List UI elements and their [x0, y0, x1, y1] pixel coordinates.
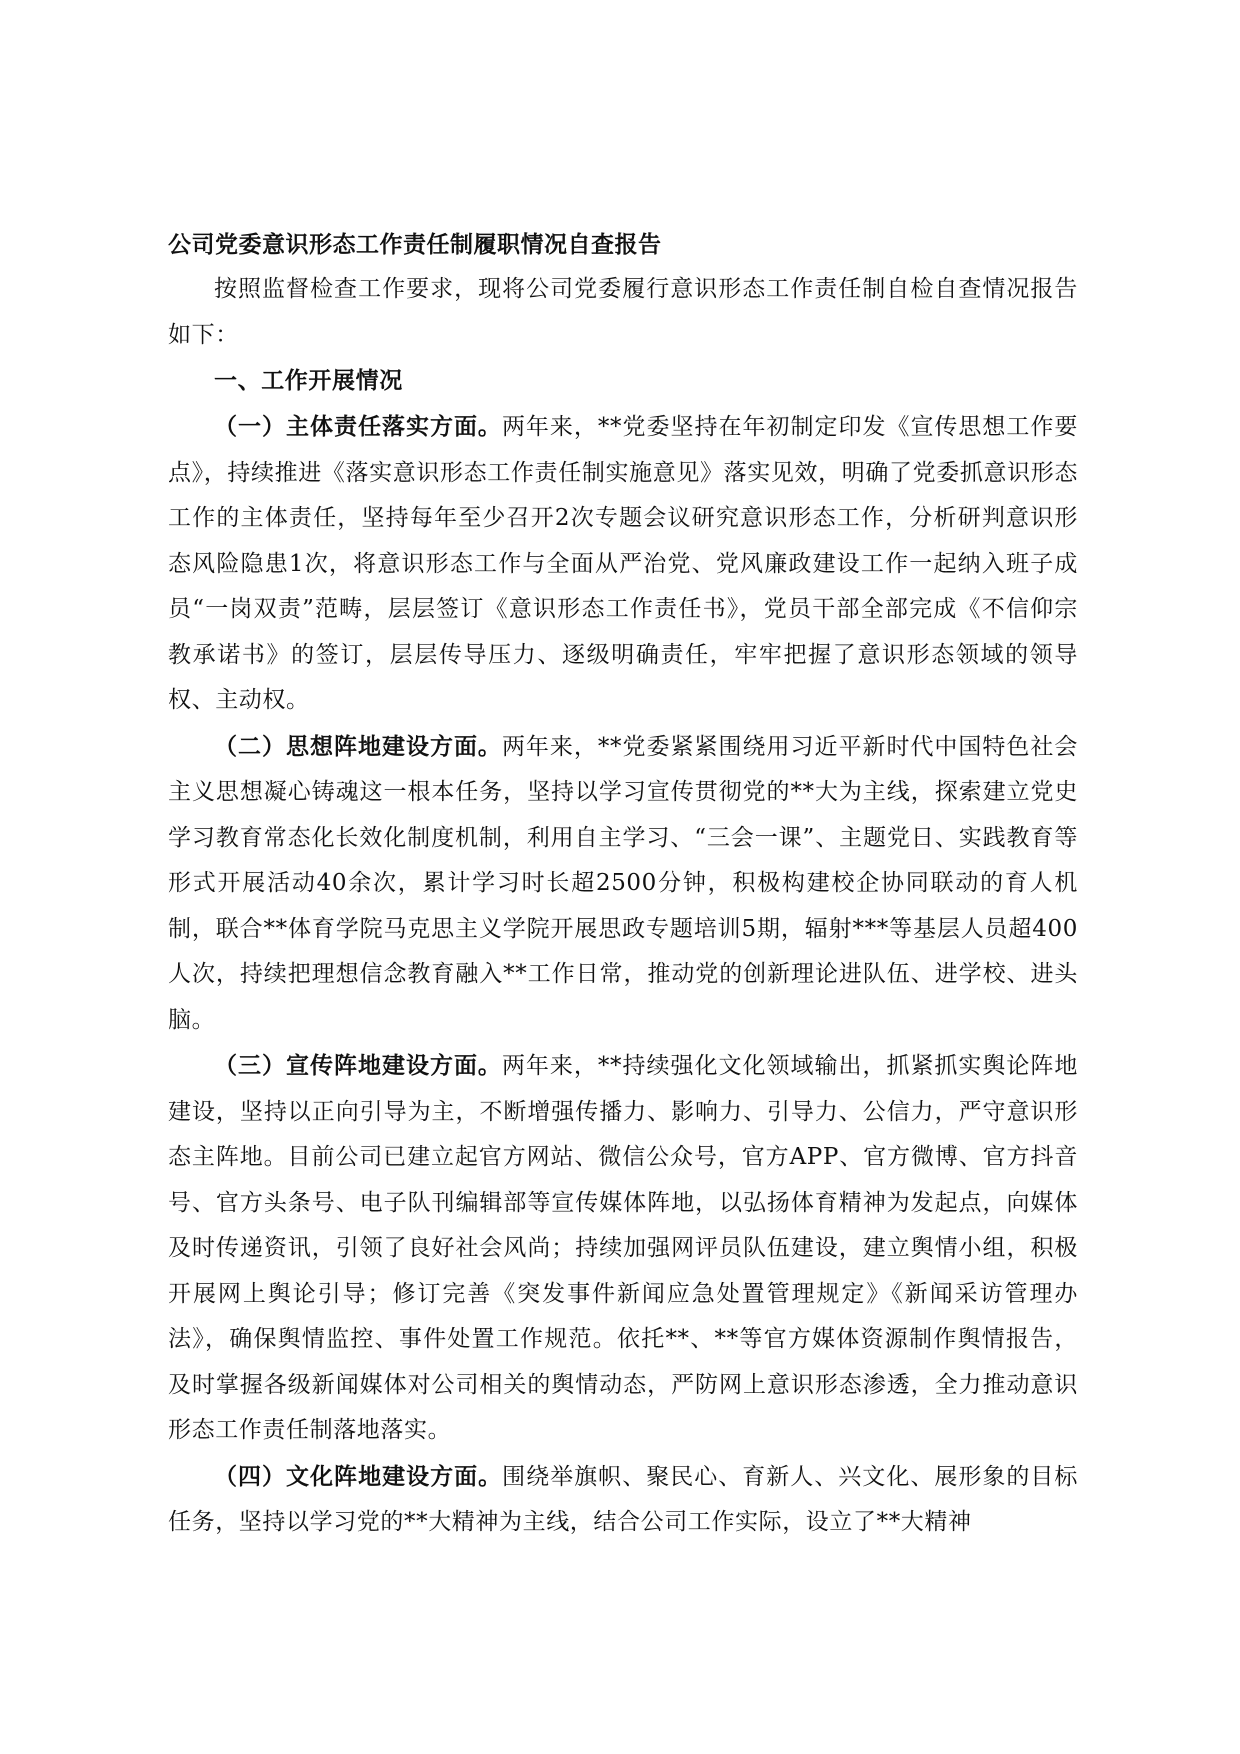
- paragraph-text: 围绕举旗帜、聚民心、育新人、兴文化、展形象的目标任务，坚持以学习党的**大精神为主线，结合公司工作实际，设立了**大精神: [168, 1463, 1078, 1535]
- document-title: 公司党委意识形态工作责任制履职情况自查报告: [168, 231, 662, 258]
- paragraph-lead: （一）主体责任落实方面。: [214, 413, 502, 440]
- paragraph-ideology-front: [168, 724, 1078, 1044]
- paragraph-text: 两年来，**党委坚持在年初制定印发《宣传思想工作要点》，持续推进《落实意识形态工作责任制实施意见》落实见效，明确了党委抓意识形态工作的主体责任，坚持每年至少召开2次专题会议研究意识形态工作，分析研判意识形态风险隐患1次，将意识形态工作与全面从严治党、党风廉政建设工作一起纳入班子成员“一岗双责”范畴，层层签订《意识形态工作责任书》，党员干部全部完成《不信仰宗教承诺书》的签订，层层传导压力、逐级明确责任，牢牢把握了意识形态领域的领导权、主动权。: [168, 414, 1079, 713]
- paragraph-text: 两年来，**党委紧紧围绕用习近平新时代中国特色社会主义思想凝心铸魂这一根本任务，坚持以学习宣传贯彻党的**大为主线，探索建立党史学习教育常态化长效化制度机制，利用自主学习、“三会一课”、主题党日、实践教育等形式开展活动40余次，累计学习时长超2500分钟，积极构建校企协同联动的育人机制，联合**体育学院马克思主义学院开展思政专题培训5期，辐射***等基层人员超400人次，持续把理想信念教育融入**工作日常，推动党的创新理论进队伍、进学校、进头脑。: [168, 733, 1079, 1033]
- paragraph-culture-front: [168, 1454, 1078, 1546]
- section-heading-work-progress: 一、工作开展情况: [214, 367, 403, 394]
- paragraph-publicity-front: [168, 1043, 1078, 1454]
- paragraph-responsibility: [168, 404, 1078, 724]
- document-body: [168, 227, 1078, 1546]
- paragraph-lead: （三）宣传阵地建设方面。: [214, 1052, 502, 1079]
- intro-paragraph: 按照监督检查工作要求，现将公司党委履行意识形态工作责任制自检自查情况报告如下：: [168, 276, 1078, 348]
- paragraph-text: 两年来，**持续强化文化领域输出，抓紧抓实舆论阵地建设，坚持以正向引导为主，不断增强传播力、影响力、引导力、公信力，严守意识形态主阵地。目前公司已建立起官方网站、微信公众号，官方APP、官方微博、官方抖音号、官方头条号、电子队刊编辑部等宣传媒体阵地，以弘扬体育精神为发起点，向媒体及时传递资讯，引领了良好社会风尚；持续加强网评员队伍建设，建立舆情小组，积极开展网上舆论引导；修订完善《突发事件新闻应急处置管理规定》《新闻采访管理办法》，确保舆情监控、事件处置工作规范。依托**、**等官方媒体资源制作舆情报告，及时掌握各级新闻媒体对公司相关的舆情动态，严防网上意识形态渗透，全力推动意识形态工作责任制落地落实。: [168, 1053, 1079, 1443]
- paragraph-lead: （四）文化阵地建设方面。: [214, 1462, 503, 1490]
- paragraph-lead: （二）思想阵地建设方面。: [214, 732, 502, 760]
